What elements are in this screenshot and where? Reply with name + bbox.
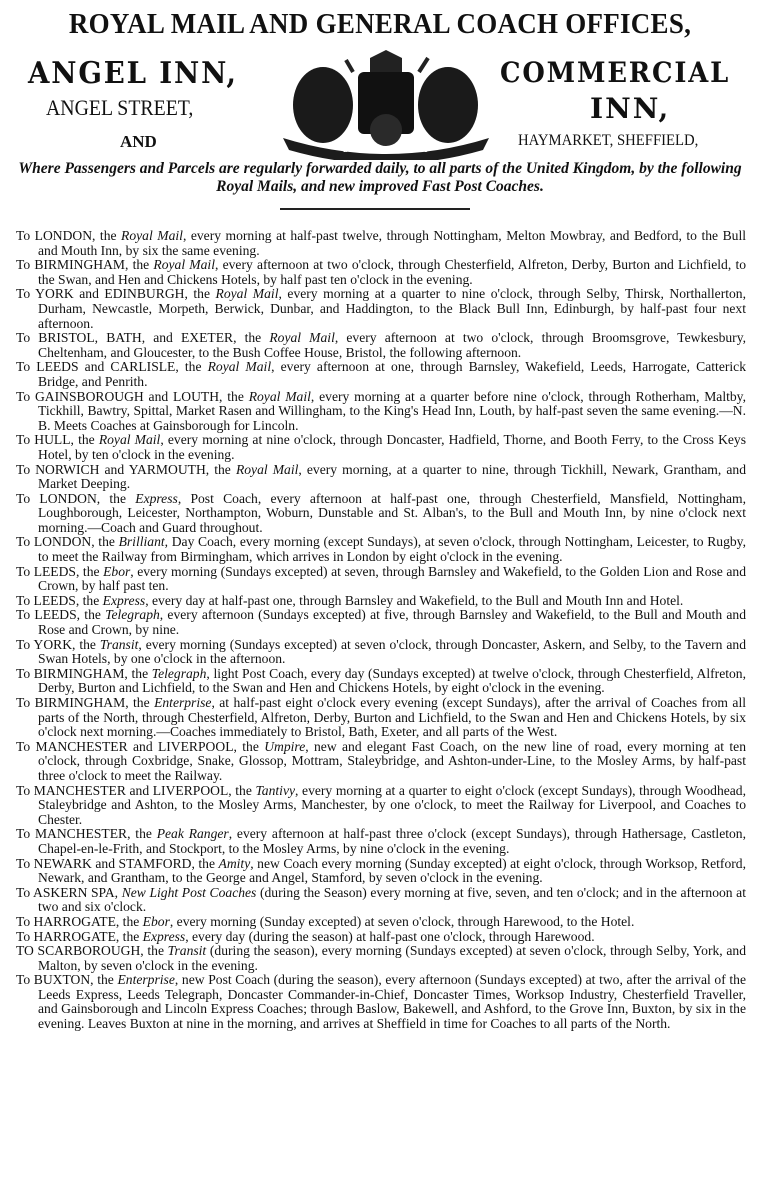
coach-name: Tantivy [255, 782, 296, 798]
coach-name: Express [142, 928, 186, 944]
route-entry [16, 667, 746, 696]
route-entry [16, 594, 746, 609]
coach-name: Royal Mail [98, 432, 161, 448]
coach-name: Royal Mail [207, 359, 272, 375]
route-details: , every day at half-past one, through Barnsley and Wakefield, to the Bull and Mouth Inn and Hotel. [145, 592, 684, 608]
route-details: (during the Season) every morning at five, seven, and ten o'clock; and in the afternoon at two and six o'clock. [38, 884, 746, 915]
coach-name: Enterprise [154, 695, 212, 710]
route-entry [16, 390, 746, 434]
route-details: , every morning at half-past twelve, through Nottingham, Melton Mowbray, and Bedford, to the Bull and Mouth Inn, by six the same evening. [38, 228, 747, 258]
coach-name: New Light Post Coaches [121, 884, 257, 900]
route-destination: To BIRMINGHAM, the [16, 695, 155, 710]
angel-inn-address: ANGEL STREET, [46, 95, 194, 120]
route-destination: To LONDON, the [16, 228, 122, 243]
route-entry [16, 287, 746, 331]
route-destination: To NORWICH and YARMOUTH, the [16, 461, 236, 477]
coach-name: Royal Mail [153, 257, 215, 273]
route-details: (during the season), every morning (Sundays excepted) at seven o'clock, through Selby, York, and Malton, by seven o'clock in the evening. [38, 943, 746, 973]
route-details: , every morning at nine o'clock, through Doncaster, Hadfield, Thorne, and Booth Ferry, to the Cross Keys Hotel, by ten o'clock in the evening. [38, 432, 747, 462]
route-entry [16, 973, 746, 1031]
coach-name: Enterprise [117, 972, 175, 988]
route-destination: To LEEDS and CARLISLE, the [16, 359, 208, 375]
route-details: , at half-past eight o'clock every evening (except Sundays), after the arrival of Coaches from all parts of the North, through Chesterfield, Alfreton, Derby, Burton and Lichfield, to the Swan and Hen and Chickens Hotels, by six o'clock next morning.—Coaches immediately to Bristol, Bath, Exeter, and all parts of the West. [38, 695, 747, 740]
route-entry [16, 331, 746, 360]
route-entry [16, 433, 746, 462]
route-details: , every afternoon at two o'clock, through Chesterfield, Alfreton, Derby, Burton and Lichfield, to the Swan, and Hen and Chickens Hotels, by half past ten o'clock in the evening. [38, 257, 747, 287]
route-entry [16, 857, 746, 886]
route-entry [16, 565, 746, 594]
route-destination: To MANCHESTER and LIVERPOOL, the [16, 782, 256, 798]
route-entry [16, 827, 746, 856]
route-destination: To ASKERN SPA, [16, 884, 122, 900]
route-details: , new Coach every morning (Sunday excepted) at eight o'clock, through Worksop, Retford, Newark, and Grantham, to the George and Angel, Stamford, by seven o'clock in the evening. [38, 855, 746, 886]
route-destination: To HARROGATE, the [16, 928, 143, 944]
route-entry [16, 492, 746, 536]
coach-name: Amity [218, 855, 251, 871]
coach-name: Ebor [142, 913, 170, 929]
coach-name: Royal Mail [269, 330, 335, 346]
commercial-inn-address: HAYMARKET, SHEFFIELD, [518, 132, 699, 149]
route-details: , every afternoon at one, through Barnsley, Wakefield, Leeds, Harrogate, Catterick Bridge, and Penrith. [38, 359, 746, 389]
route-details: , every day (during the season) at half-past one o'clock, through Harewood. [185, 928, 595, 944]
route-entry [16, 696, 746, 740]
coach-name: Royal Mail [121, 228, 183, 243]
route-details: , every afternoon at two o'clock, through Broomsgrove, Tewkesbury, Cheltenham, and Gloucester, to the Bush Coffee House, Bristol, the following afternoon. [38, 330, 747, 360]
route-entry [16, 463, 746, 492]
coach-route-list [16, 229, 746, 1032]
route-details: , new and elegant Fast Coach, on the new line of road, every morning at ten o'clock, through Coxbridge, Snake, Glossop, Mottram, Staleybridge, and Ashton-under-Line, to the Mosley Arms, by half-past three o'clock to meet the Railway. [38, 738, 746, 783]
route-entry [16, 944, 746, 973]
route-destination: To BUXTON, the [16, 972, 118, 988]
route-entry [16, 229, 746, 258]
crest-motto: DIEU ET MON DROIT [343, 145, 429, 154]
route-entry [16, 915, 746, 930]
route-details: , every morning (Sunday excepted) at seven o'clock, through Harewood, to the Hotel. [169, 913, 635, 929]
route-destination: To BIRMINGHAM, the [16, 257, 154, 273]
divider [280, 208, 470, 210]
route-entry [16, 258, 746, 287]
route-destination: TO SCARBOROUGH, the [16, 943, 168, 959]
coach-name: Brilliant [118, 534, 165, 550]
route-destination: To NEWARK and STAMFORD, the [16, 855, 219, 871]
route-entry [16, 638, 746, 667]
angel-inn-name: ANGEL INN, [28, 56, 238, 91]
route-entry [16, 740, 746, 784]
and-connector: AND [120, 132, 157, 151]
route-destination: To LEEDS, the [16, 563, 104, 579]
route-details: , every afternoon (Sundays excepted) at five, through Barnsley and Wakefield, to the Bull and Mouth and Rose and Crown, by nine. [38, 607, 746, 638]
route-details: , every morning at a quarter to nine o'clock, through Selby, Thirsk, Northallerton, Durham, Newcastle, Morpeth, Berwick, Dunbar, and Haddington, to the Black Bull Inn, Edinburgh, by half-past four next afternoon. [38, 286, 747, 331]
route-details: , every morning (Sundays excepted) at seven, through Barnsley and Wakefield, to the Golden Lion and Rose and Crown, by half past ten. [38, 563, 747, 594]
route-destination: To MANCHESTER and LIVERPOOL, the [16, 738, 265, 754]
route-destination: To BRISTOL, BATH, and EXETER, the [16, 330, 270, 346]
coach-name: Royal Mail [235, 461, 299, 477]
coach-name: Express [135, 490, 178, 506]
route-entry [16, 535, 746, 564]
route-details: , every morning at a quarter to eight o'clock (except Sundays), through Woodhead, Staleybridge and Ashton, to the Mosley Arms, Manchester, by one o'clock, to meet the Railway for Liverpool, and Coaches to Chester. [38, 782, 747, 827]
commercial-inn-name-2: INN, [590, 92, 671, 125]
route-details: , new Post Coach (during the season), every afternoon (Sundays excepted) at two, after the arrival of the Leeds Express, Leeds Telegraph, Doncaster Commander-in-Chief, Doncaster Times, Worksop Industry, Chesterfield Traveller, and Gainsborough and Lincoln Express Coaches; through Baslow, Bakewell, and Ashford, to the Grove Inn, Buxton, by six in the evening. Leaves Buxton at nine in the morning, and arrives at Sheffield in time for Coaches to all parts of the North. [38, 972, 747, 1032]
route-destination: To GAINSBOROUGH and LOUTH, the [16, 388, 249, 404]
route-destination: To YORK, the [16, 636, 100, 652]
route-details: , every morning, at a quarter to nine, through Tickhill, Newark, Grantham, and Market Deeping. [38, 461, 746, 492]
coach-name: Transit [167, 943, 207, 959]
route-destination: To HULL, the [16, 432, 99, 448]
coach-name: Peak Ranger [156, 826, 229, 842]
route-entry [16, 608, 746, 637]
coach-name: Royal Mail [215, 286, 279, 302]
route-destination: To LEEDS, the [16, 592, 103, 608]
coach-name: Express [102, 592, 146, 608]
coach-name: Telegraph [151, 665, 207, 681]
route-destination: To LEEDS, the [16, 607, 106, 623]
route-entry [16, 930, 746, 945]
route-entry [16, 360, 746, 389]
coach-name: Transit [99, 636, 139, 652]
route-destination: To YORK and EDINBURGH, the [16, 286, 216, 302]
notice-title: ROYAL MAIL AND GENERAL COACH OFFICES, [68, 8, 692, 40]
route-entry [16, 886, 746, 915]
notice-subtitle: Where Passengers and Parcels are regularly forwarded daily, to all parts of the United Kingdom, by the following Royal Mails, and new improved Fast Post Coaches. [18, 160, 742, 195]
route-details: , light Post Coach, every day (Sundays excepted) at twelve o'clock, through Chesterfield, Alfreton, Derby, Burton and Lichfield, to the Swan and Hen and Chickens Hotels, by eight o'clock in the evening. [38, 665, 747, 696]
route-destination: To MANCHESTER, the [16, 826, 157, 842]
coach-name: Telegraph [105, 607, 160, 623]
route-details: , every morning (Sundays excepted) at seven o'clock, through Doncaster, Askern, and Selby, to the Tavern and Swan Hotels, by one o'clock in the afternoon. [38, 636, 746, 667]
coach-name: Umpire [264, 738, 306, 754]
route-destination: To LONDON, the [16, 490, 136, 506]
route-details: , Post Coach, every afternoon at half-past one, through Chesterfield, Mansfield, Nottingham, Loughborough, Leicester, Northampton, Woburn, Dunstable and St. Alban's, to the Bull and Mouth Inn, by nine o'clock next morning.—Coach and Guard throughout. [38, 490, 746, 535]
route-details: , every afternoon at half-past three o'clock (except Sundays), through Hathersage, Castleton, Chapel-en-le-Frith, and Stockport, to the Mosley Arms, by nine o'clock in the evening. [38, 826, 747, 856]
commercial-inn-name: COMMERCIAL [500, 56, 731, 89]
royal-coat-of-arms-icon [278, 50, 494, 160]
route-destination: To HARROGATE, the [16, 913, 143, 929]
route-details: , Day Coach, every morning (except Sundays), at seven o'clock, through Nottingham, Leicester, to Rugby, to meet the Railway from Birmingham, which arrives in London by eight o'clock in the evening. [38, 534, 746, 565]
route-details: , every morning at a quarter before nine o'clock, through Rotherham, Maltby, Tickhill, Bawtry, Spittal, Market Rasen and Willingham, to the King's Head Inn, Louth, by half-past seven the same evening.—N. B. Meets Coaches at Gainsborough for Lincoln. [38, 388, 746, 433]
route-destination: To BIRMINGHAM, the [16, 665, 152, 681]
route-destination: To LONDON, the [16, 534, 119, 550]
coach-name: Ebor [103, 563, 131, 579]
coach-name: Royal Mail [248, 388, 311, 404]
route-entry [16, 784, 746, 828]
